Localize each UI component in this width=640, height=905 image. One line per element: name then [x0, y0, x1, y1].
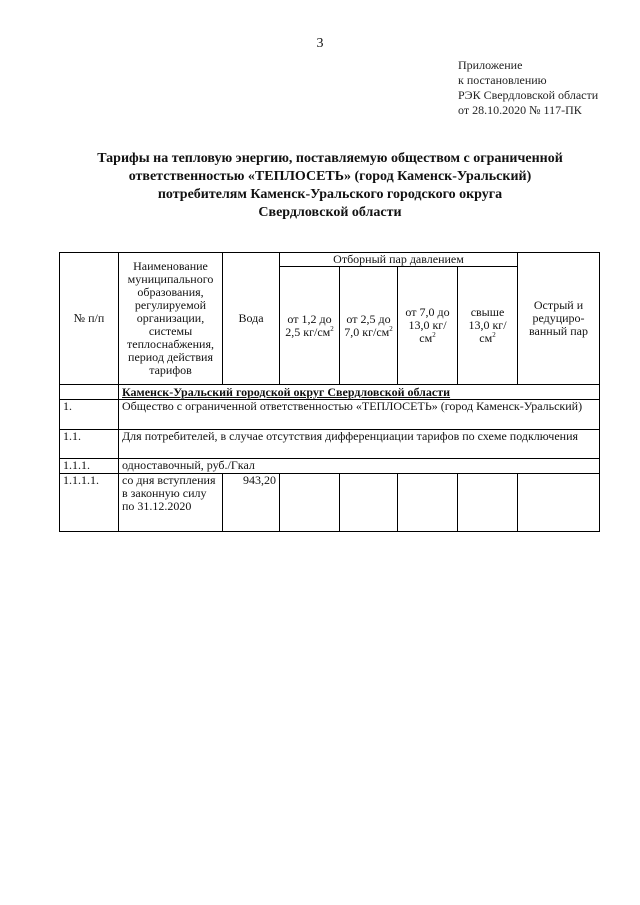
row-text: Общество с ограниченной ответственностью «ТЕПЛОСЕТЬ» (город Каменск-Уральский) [119, 400, 600, 430]
row-text: одноставочный, руб./Гкал [119, 459, 600, 474]
tariff-table [59, 252, 600, 532]
header-steam-4 [458, 267, 518, 385]
row-num: 1.1.1.1. [60, 474, 119, 532]
header-sharp-steam: Острый и редуциро-ванный пар [518, 253, 600, 385]
header-steam-text: от 2,5 до 7,0 кг/см [344, 311, 391, 339]
title-line: потребителям Каменск-Уральского городского округа [157, 187, 503, 202]
appendix-line: к постановлению [458, 73, 547, 87]
title-line: Тарифы на тепловую энергию, поставляемую обществом с ограниченной [97, 151, 563, 166]
region-row: Каменск-Уральский городской округ Свердловской области [119, 385, 600, 400]
header-steam-text: от 7,0 до 13,0 кг/см [405, 305, 450, 345]
row-num: 1. [60, 400, 119, 430]
header-steam-sup: 2 [389, 324, 393, 333]
row-num: 1.1. [60, 430, 119, 459]
header-steam-2 [340, 267, 398, 385]
page-number: 3 [316, 36, 324, 51]
empty-cell [458, 474, 518, 532]
row-period: со дня вступления в законную силу по 31.12.2020 [119, 474, 223, 532]
row-text: Для потребителей, в случае отсутствия дифференциации тарифов по схеме подключения [119, 430, 600, 459]
empty-cell [340, 474, 398, 532]
header-steam-sup: 2 [492, 331, 496, 339]
header-steam-text: свыше 13,0 кг/см [468, 305, 507, 345]
title-line: Свердловской области [258, 205, 402, 220]
region-num-cell [60, 385, 119, 400]
empty-cell [518, 474, 600, 532]
empty-cell [280, 474, 340, 532]
document-title [60, 150, 600, 222]
appendix-line: РЭК Свердловской области [458, 88, 599, 102]
header-steam-3 [398, 267, 458, 385]
header-steam-group: Отборный пар давлением [280, 253, 518, 267]
header-steam-sup: 2 [432, 331, 436, 339]
header-name: Наименование муниципального образования, регулируемой организации, системы теплоснабжения, период действия тарифов [119, 253, 223, 385]
header-steam-sup: 2 [330, 324, 334, 333]
appendix-line: Приложение [458, 58, 523, 72]
header-steam-1 [280, 267, 340, 385]
header-steam-text: от 1,2 до 2,5 кг/см [285, 311, 332, 339]
empty-cell [398, 474, 458, 532]
row-num: 1.1.1. [60, 459, 119, 474]
appendix-line: от 28.10.2020 № 117-ПК [458, 103, 582, 117]
title-line: ответственностью «ТЕПЛОСЕТЬ» (город Каменск-Уральский) [128, 169, 532, 184]
header-water: Вода [223, 253, 280, 385]
header-num: № п/п [60, 253, 119, 385]
appendix-block [458, 58, 598, 118]
water-tariff-value: 943,20 [223, 474, 280, 532]
